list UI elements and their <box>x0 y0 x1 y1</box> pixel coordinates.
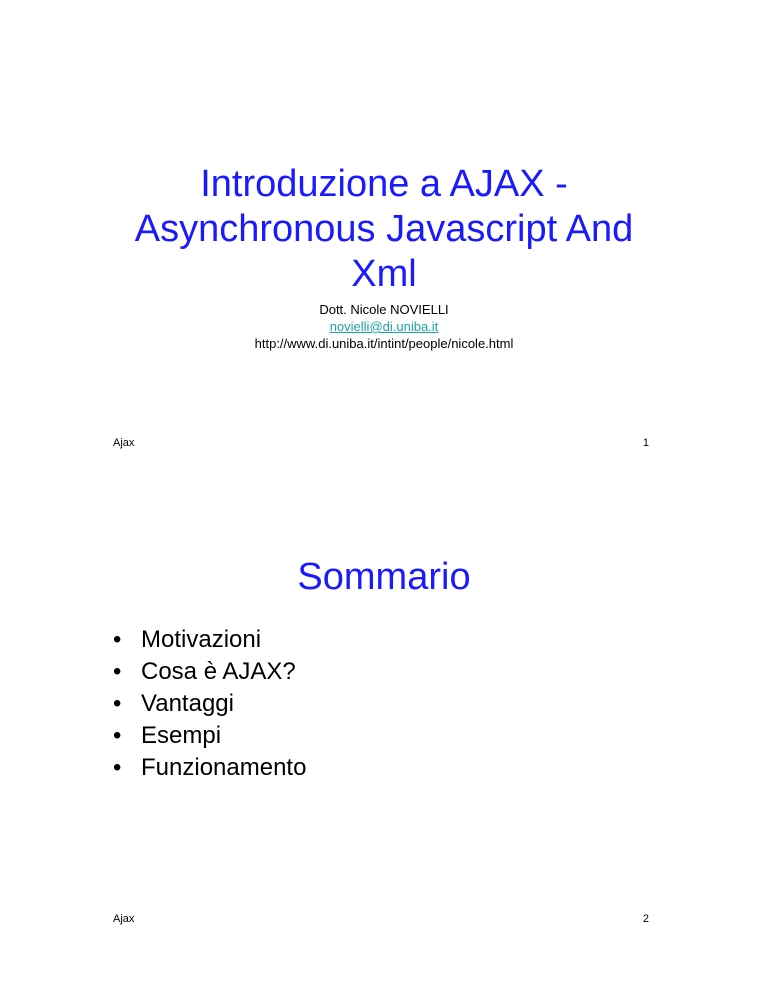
title-line-3: Xml <box>351 253 417 295</box>
bullet-icon: • <box>113 722 122 749</box>
list-item-text: Vantaggi <box>141 690 234 717</box>
bullet-icon: • <box>113 754 122 781</box>
title-line-2: Asynchronous Javascript And <box>134 208 634 250</box>
bullet-icon: • <box>113 658 122 685</box>
list-item <box>113 752 306 784</box>
list-item <box>113 688 306 720</box>
footer-label: Ajax <box>113 437 135 449</box>
email-link[interactable]: novielli@di.uniba.it <box>329 319 439 334</box>
list-item <box>113 624 306 656</box>
author-name: Dott. Nicole NOVIELLI <box>319 302 449 317</box>
slide-title: Sommario <box>297 556 471 598</box>
slide-2 <box>0 497 768 994</box>
homepage-url: http://www.di.uniba.it/intint/people/nicole.html <box>254 336 514 351</box>
bullet-list <box>113 624 306 784</box>
footer-label: Ajax <box>113 913 135 925</box>
list-item-text: Esempi <box>141 722 222 749</box>
author-info <box>0 301 768 352</box>
bullet-icon: • <box>113 626 122 653</box>
list-item <box>113 656 306 688</box>
list-item <box>113 720 306 752</box>
list-item-text: Motivazioni <box>141 626 262 653</box>
list-item-text: Cosa è AJAX? <box>141 658 296 685</box>
title-line-1: Introduzione a AJAX - <box>200 163 568 205</box>
bullet-icon: • <box>113 690 122 717</box>
slide-title <box>0 162 768 297</box>
page-number: 1 <box>642 437 649 449</box>
page-number: 2 <box>642 913 649 925</box>
list-item-text: Funzionamento <box>141 754 307 781</box>
